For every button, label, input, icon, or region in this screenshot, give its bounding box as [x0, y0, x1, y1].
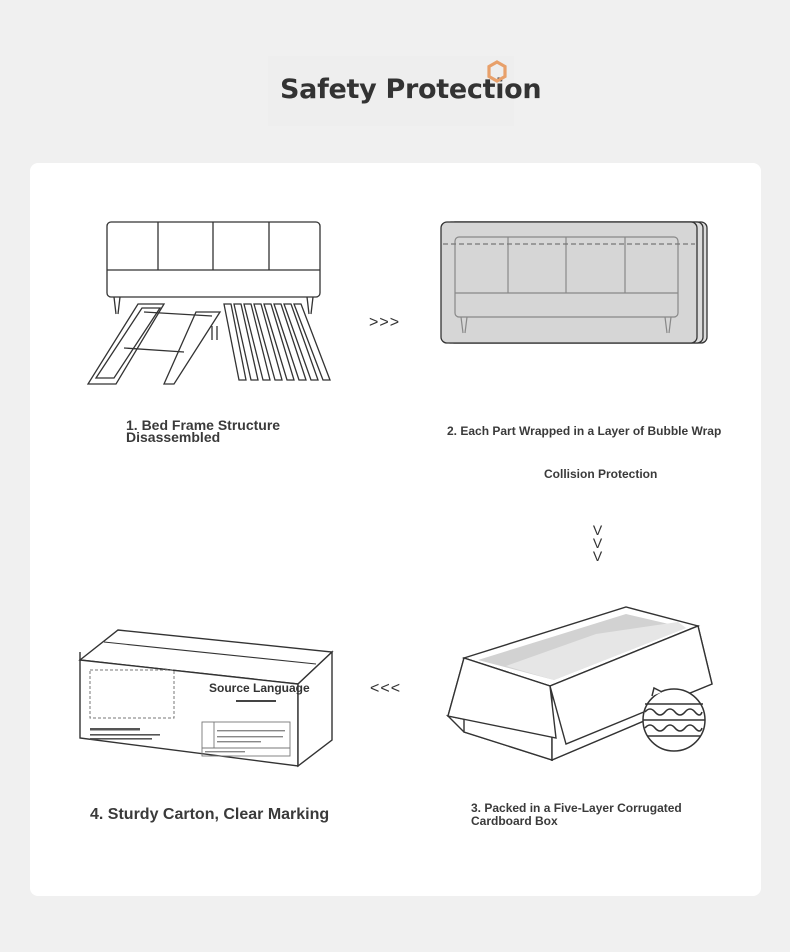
- step-1-label-line1: 1. Bed Frame Structure: [126, 417, 281, 433]
- step-1-label: [126, 419, 280, 443]
- step-3-label-line2: Cardboard Box: [471, 814, 558, 828]
- arrow-down-chevron: V: [592, 522, 604, 538]
- step-2-sublabel: Collision Protection: [544, 467, 658, 481]
- corrugated-box-illustration: [446, 604, 716, 764]
- bubble-wrapped-headboard-illustration: [439, 219, 711, 347]
- step-1-label-line2: Disassembled: [126, 429, 221, 445]
- arrow-down: [592, 524, 604, 563]
- carton-marking-text: Source Language: [209, 681, 310, 695]
- corrugated-layers-magnifier: [643, 688, 705, 751]
- bed-frame-disassembled-illustration: [84, 218, 336, 388]
- step-3-label-line1: 3. Packed in a Five-Layer Corrugated: [471, 801, 682, 815]
- marked-carton-illustration: [78, 628, 334, 770]
- arrow-down-chevron: V: [592, 548, 604, 564]
- hexagon-icon: [486, 60, 508, 84]
- step-2-label: 2. Each Part Wrapped in a Layer of Bubble Wrap: [447, 424, 722, 438]
- arrow-left: <<<: [370, 680, 402, 697]
- step-3-label: [471, 802, 682, 828]
- arrow-right: >>>: [369, 314, 401, 331]
- page-title: Safety Protection: [280, 74, 542, 105]
- step-4-label: 4. Sturdy Carton, Clear Marking: [90, 806, 330, 823]
- arrow-down-chevron: V: [592, 535, 604, 551]
